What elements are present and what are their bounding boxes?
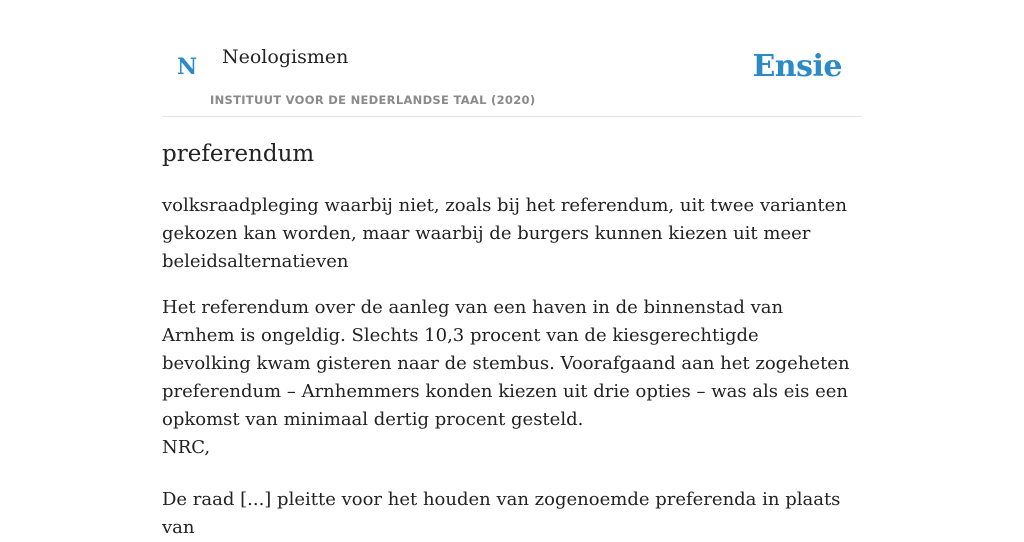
example-quote: De raad [...] pleitte voor het houden van zogenoemde preferenda in plaats van [162,489,841,538]
source-publisher: INSTITUUT VOOR DE NEDERLANDSE TAAL (2020) [210,93,536,107]
source-logo[interactable]: N [177,54,198,80]
definition: volksraadpleging waarbij niet, zoals bij het referendum, uit twee varianten gekozen kan worden, maar waarbij de burgers kunnen kiezen uit meer beleidsalternatieven [162,195,847,272]
ensie-logo[interactable]: Ensie [752,49,842,84]
example-citation: NRC, [162,437,211,458]
headword: preferendum [162,141,315,167]
source-title[interactable]: Neologismen [222,46,349,68]
example-quote: Het referendum over de aanleg van een haven in de binnenstad van Arnhem is ongeldig. Slechts 10,3 procent van de kiesgerechtigde bevolking kwam gisteren naar de stembus. Voorafgaand aan het zogeheten preferendum – Arnhemmers konden kiezen uit drie opties – was als eis een opkomst van minimaal dertig procent gesteld. [162,297,850,430]
source-header [162,0,862,117]
entry-content [162,138,852,542]
